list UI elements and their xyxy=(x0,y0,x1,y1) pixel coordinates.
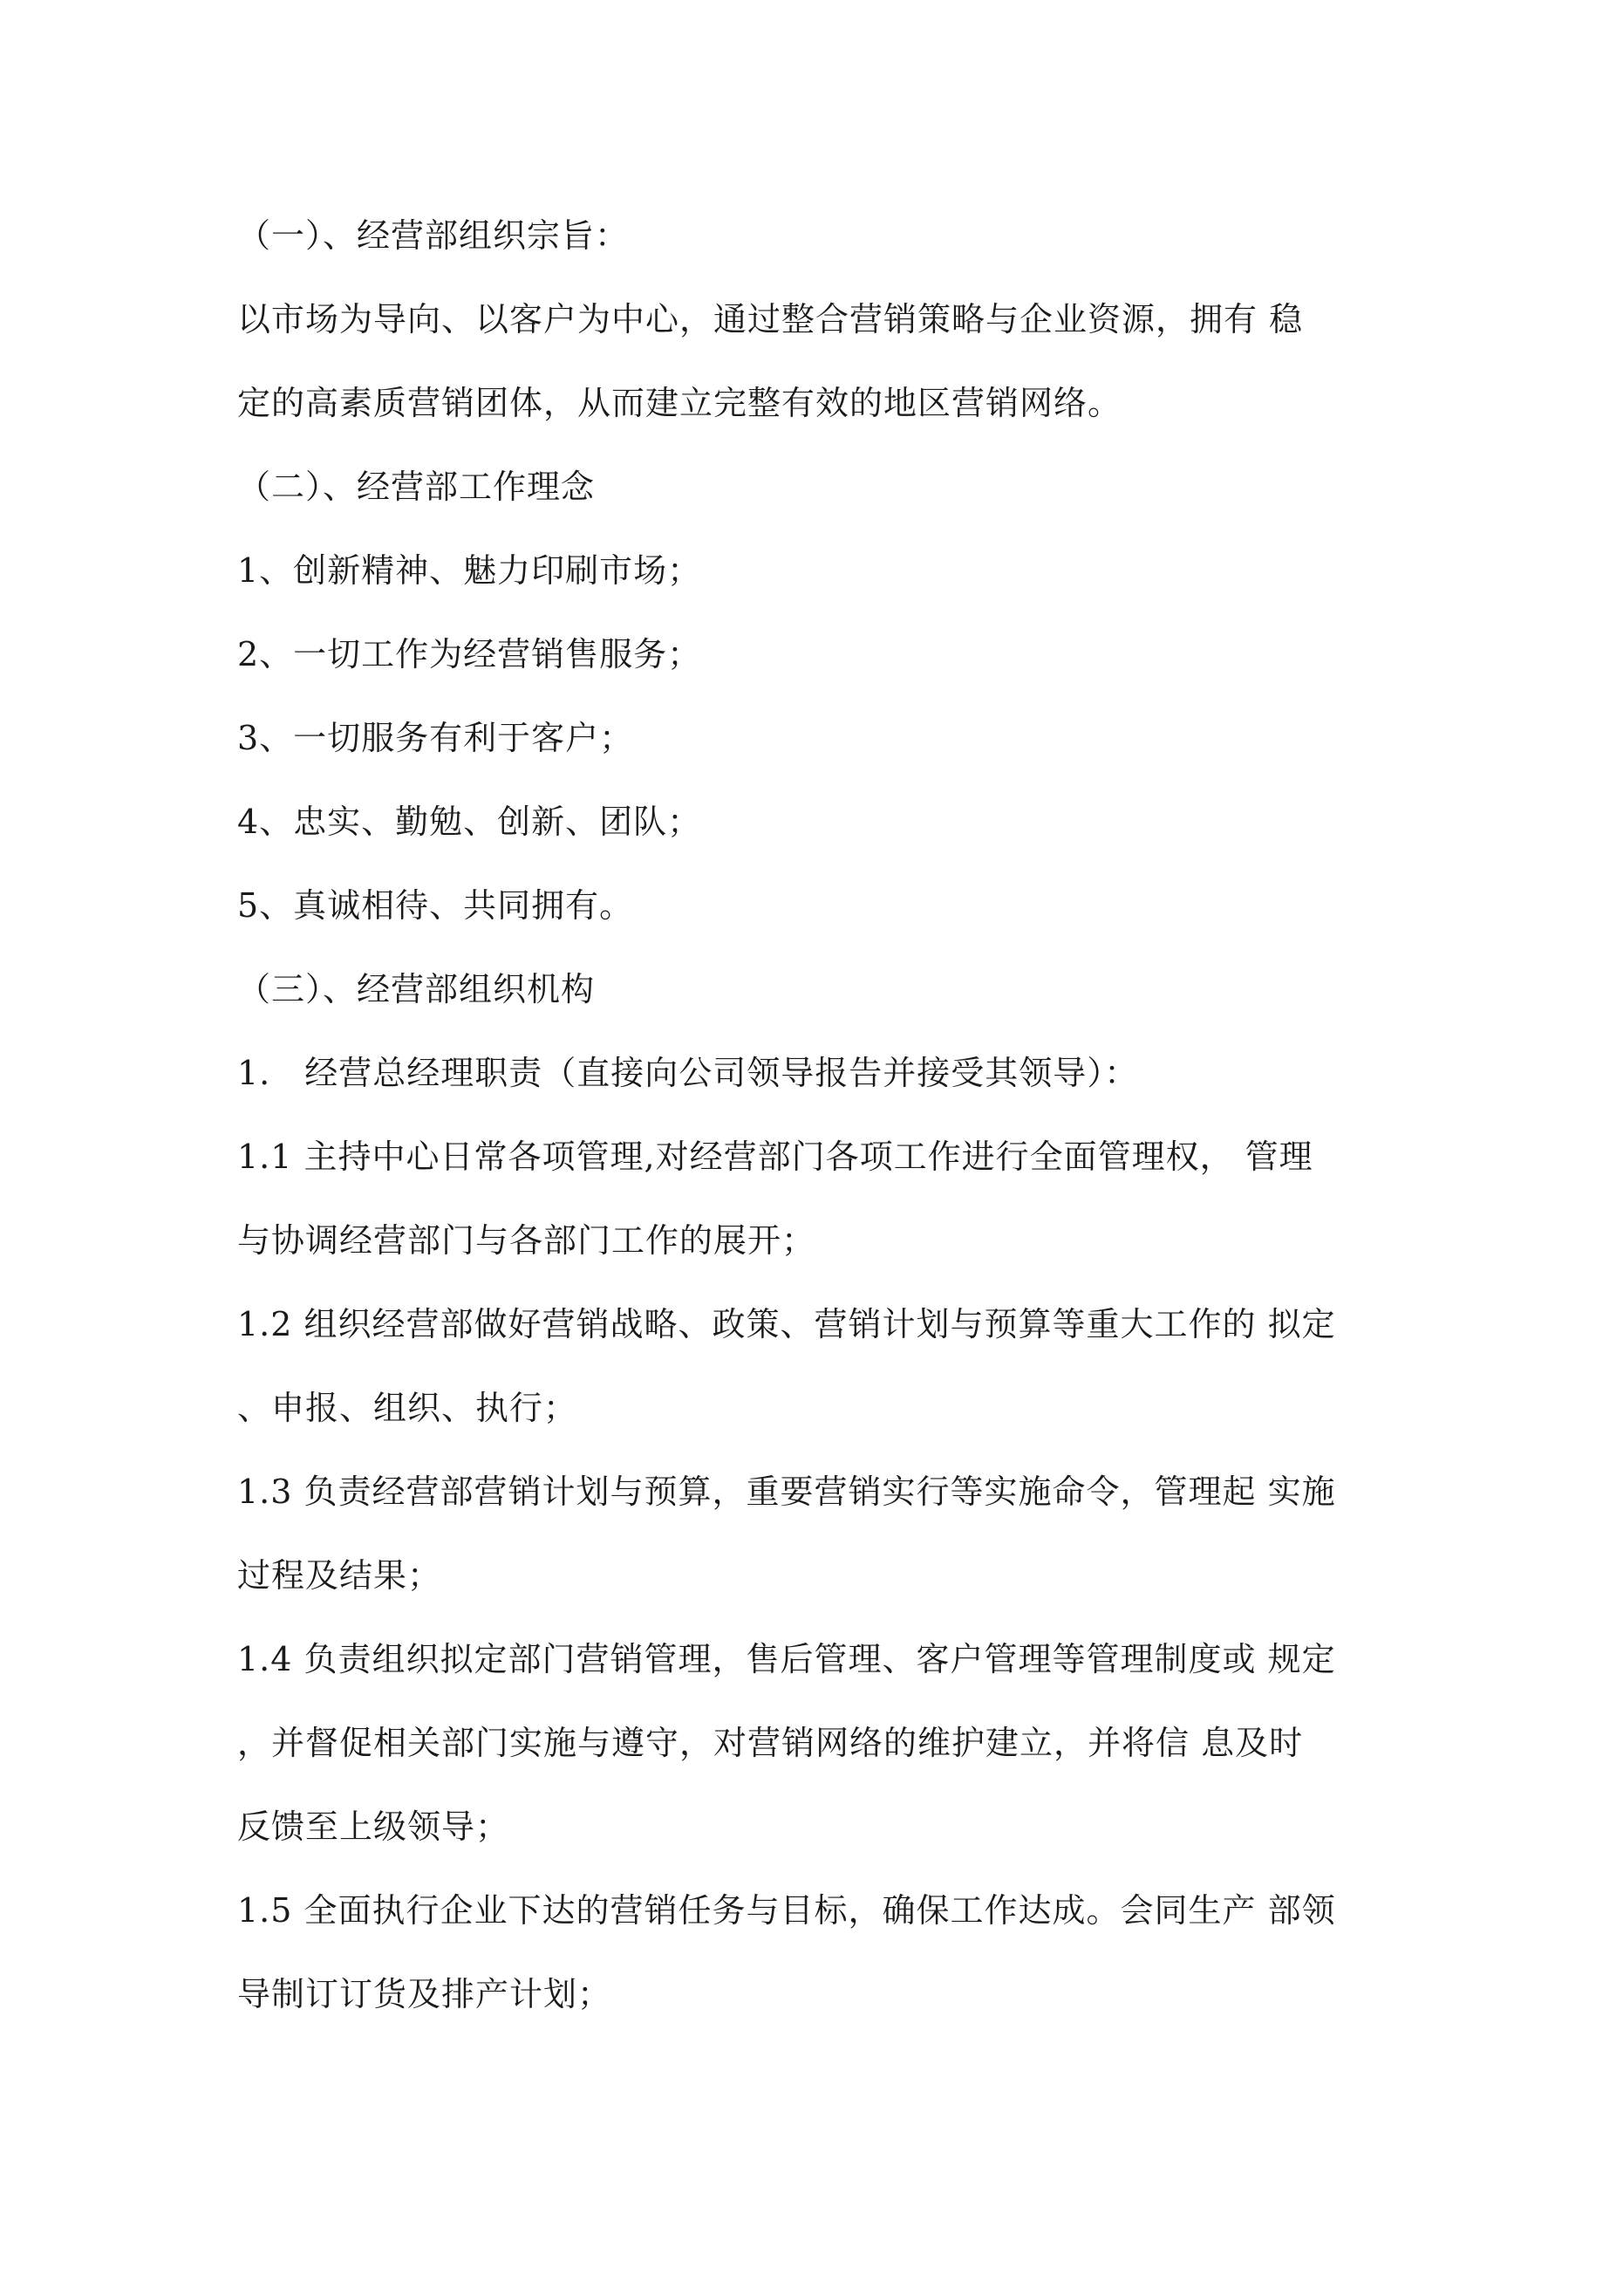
subsection-title: 1. 经营总经理职责（直接向公司领导报告并接受其领导）： xyxy=(237,1054,1139,1092)
paragraph-line: 定的高素质营销团体，从而建立完整有效的地区营销网络。 xyxy=(237,384,1122,422)
paragraph-line: 与协调经营部门与各部门工作的展开； xyxy=(237,1221,816,1260)
list-item: 5、真诚相待、共同拥有。 xyxy=(237,886,634,925)
paragraph-line: 导制订订货及排产计划； xyxy=(237,1975,612,2013)
section-heading-2: （二）、经营部工作理念 xyxy=(237,468,596,506)
paragraph-line: 过程及结果； xyxy=(237,1556,442,1595)
list-item: 2、一切工作为经营销售服务； xyxy=(237,635,702,673)
paragraph-line: 1.4 负责组织拟定部门营销管理，售后管理、客户管理等管理制度或 规定 xyxy=(237,1640,1336,1678)
paragraph-line: 1.1 主持中心日常各项管理,对经营部门各项工作进行全面管理权， 管理 xyxy=(237,1138,1313,1176)
paragraph-line: 以市场为导向、以客户为中心，通过整合营销策略与企业资源，拥有 稳 xyxy=(237,300,1304,338)
paragraph-line: ，并督促相关部门实施与遵守，对营销网络的维护建立，并将信 息及时 xyxy=(237,1724,1304,1762)
list-item: 4、忠实、勤勉、创新、团队； xyxy=(237,803,702,841)
section-heading-3: （三）、经营部组织机构 xyxy=(237,970,596,1008)
section-heading-1: （一）、经营部组织宗旨： xyxy=(237,216,630,255)
list-item: 3、一切服务有利于客户； xyxy=(237,719,634,757)
paragraph-line: 1.3 负责经营部营销计划与预算，重要营销实行等实施命令，管理起 实施 xyxy=(237,1473,1336,1511)
paragraph-line: 、申报、组织、执行； xyxy=(237,1389,578,1427)
paragraph-line: 反馈至上级领导； xyxy=(237,1807,510,1846)
paragraph-line: 1.2 组织经营部做好营销战略、政策、营销计划与预算等重大工作的 拟定 xyxy=(237,1305,1336,1343)
paragraph-line: 1.5 全面执行企业下达的营销任务与目标，确保工作达成。会同生产 部领 xyxy=(237,1891,1336,1930)
list-item: 1、创新精神、魅力印刷市场； xyxy=(237,551,702,590)
